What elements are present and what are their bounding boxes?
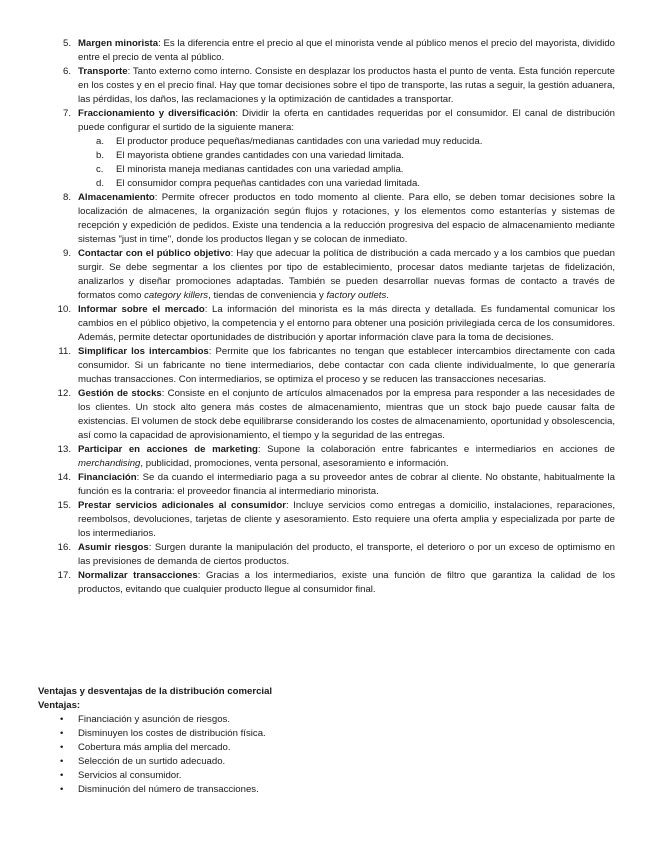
item-body [78,247,615,303]
bullet-text: Disminución del número de transacciones. [78,784,259,795]
bullet-item [38,741,618,755]
sub-list-item [78,163,615,177]
sub-item-text: El consumidor compra pequeñas cantidades con una variedad limitada. [116,178,420,189]
sub-item-text: El mayorista obtiene grandes cantidades con una variedad limitada. [116,150,404,161]
item-title: Contactar con el público objetivo [78,248,231,259]
advantages-section [38,685,618,797]
item-title: Informar sobre el mercado [78,304,205,315]
sub-list-item [78,149,615,163]
sub-item-letter: d. [96,178,105,189]
sub-item-letter: b. [96,150,105,161]
list-item [0,107,655,191]
list-item [0,443,655,471]
item-text: : Supone la colaboración entre fabricantes e intermediarios en acciones de [257,444,615,455]
item-text: : Consiste en el conjunto de artículos almacenados por la empresa para responder a las necesidades de los clientes. Un stock alto genera más costes de almacenamiento, mientras que un stock bajo puede causar falta de existencias. El volumen de stock debe equilibrarse considerando los costes de almacenamiento, oportunidad y obsolescencia, así como la capacidad de aprovisionamiento, el tiempo y la seguridad de las entregas. [78,388,615,441]
list-item [0,541,655,569]
item-text: , publicidad, promociones, venta personal, asesoramiento e información. [140,458,449,469]
bullet-text: Disminuyen los costes de distribución física. [78,728,266,739]
item-title: Asumir riesgos [78,542,149,553]
item-text: : Hay que adecuar la política de distribución a cada mercado y a los cambios que puedan surgir. Se debe segmentar a los clientes por tipo de establecimiento, procesar datos mediante tarjetas de fidelización, analizarlos y diseñar promociones adaptadas. También se pueden desarrollar nuevas formas de contacto a través de formatos como [78,248,615,301]
item-number: 5. [62,38,71,49]
bullet-icon: • [60,714,64,725]
item-number: 11. [58,346,71,357]
item-text: : Permite que los fabricantes no tengan que establecer intercambios directamente con cada consumidor. Si un fabricante no tiene intermediarios, debe contactar con cada cliente individualmente, lo que generaría muchas transacciones. Con intermediarios, se optimiza el proceso y se reducen las transacciones necesarias. [78,346,615,385]
sub-list-item [78,135,615,149]
sub-item-text: El minorista maneja medianas cantidades con una variedad amplia. [116,164,404,175]
item-title: Participar en acciones de marketing [78,444,258,455]
item-body [78,303,615,345]
item-text: : Permite ofrecer productos en todo momento al cliente. Para ello, se deben tomar decisiones sobre la localización de almacenes, la organización según flujos y rotaciones, y los elementos como estanterías y sistemas de recepción y expedición de pedidos. Existe una tendencia a la reducción progresiva del espacio de almacenamiento mediante sistemas "just in time", donde los productos llegan y se colocan de inmediato. [78,192,615,245]
list-item [0,471,655,499]
item-body [78,191,615,247]
item-text: , tiendas de conveniencia y [208,290,327,301]
item-number: 15. [57,500,71,511]
item-body [78,65,615,107]
item-number: 7. [62,108,71,119]
item-text: : Tanto externo como interno. Consiste en desplazar los productos hasta el punto de venta. Esta función repercute en los costes y en el precio final. Hay que tomar decisiones sobre el tipo de transporte, las rutas a seguir, la gestión aduanera, las pérdidas, los daños, las reclamaciones y la optimización de cantidades a transportar. [78,66,615,105]
list-item [0,499,655,541]
sub-item-letter: a. [96,136,105,147]
bullet-item [38,769,618,783]
item-title: Financiación [78,472,137,483]
item-number: 14. [57,472,71,483]
item-title: Margen minorista [78,38,159,49]
bullet-text: Selección de un surtido adecuado. [78,756,226,767]
item-body [78,471,615,499]
item-body [78,499,615,541]
sub-list-item [78,177,615,191]
item-number: 8. [62,192,71,203]
list-item [0,247,655,303]
item-number: 6. [62,66,71,77]
item-body [78,107,615,135]
item-text: : Surgen durante la manipulación del producto, el transporte, el deterioro o por un exceso de optimismo en las previsiones de demanda de ciertos productos. [78,542,615,567]
item-number: 10. [57,304,71,315]
item-number: 9. [62,248,71,259]
item-text-italic: category killers [144,290,209,301]
item-title: Transporte [78,66,128,77]
item-text: : Dividir la oferta en cantidades requeridas por el consumidor. El canal de distribución puede configurar el surtido de la siguiente manera: [78,108,615,133]
item-text: : Gracias a los intermediarios, existe una función de filtro que garantiza la calidad de los productos, evitando que cualquier producto llegue al consumidor final. [78,570,616,595]
item-title: Normalizar transacciones [78,570,198,581]
list-item [0,65,655,107]
item-text: : La información del minorista es la más directa y detallada. Es fundamental comunicar los cambios en el público objetivo, la competencia y el entorno para obtener una posición privilegiada cerca de los consumidores. Además, permite detectar oportunidades de distribución y aportar información clave para la toma de decisiones. [78,304,616,343]
bullet-icon: • [60,756,64,767]
item-title: Simplificar los intercambios [78,346,209,357]
sub-list [78,135,615,191]
list-item [0,191,655,247]
item-text: . [386,290,389,301]
item-text-italic: merchandising [78,458,141,469]
item-text-italic: factory outlets [326,290,387,301]
bullet-icon: • [60,728,64,739]
bullet-text: Cobertura más amplia del mercado. [78,742,231,753]
item-title: Fraccionamiento y diversificación [78,108,236,119]
item-body [78,345,615,387]
sub-item-text: El productor produce pequeñas/medianas cantidades con una variedad muy reducida. [116,136,483,147]
item-body [78,443,615,471]
section-subtitle: Ventajas: [38,700,81,711]
item-body [78,541,615,569]
bullet-item [38,713,618,727]
item-body [78,569,615,597]
bullet-icon: • [60,784,64,795]
bullet-text: Financiación y asunción de riesgos. [78,714,230,725]
list-item [0,303,655,345]
item-text: : Incluye servicios como entregas a domicilio, instalaciones, reparaciones, reembolsos, devoluciones, tarjetas de cliente y asesoramiento. Esto requiere una oferta amplia y especializada por parte de los intermediarios. [78,500,615,539]
item-number: 17. [57,570,71,581]
item-title: Almacenamiento [78,192,155,203]
item-body [78,37,615,65]
functions-list [0,37,655,597]
bullet-item [38,783,618,797]
bullet-item [38,755,618,769]
list-item [0,387,655,443]
item-text: : Es la diferencia entre el precio al que el minorista vende al público menos el precio del mayorista, dividido entre el precio de venta al público. [78,38,615,63]
bullet-text: Servicios al consumidor. [78,770,182,781]
list-item [0,345,655,387]
advantages-list [38,713,618,797]
sub-item-letter: c. [96,164,104,175]
item-number: 16. [57,542,71,553]
item-title: Gestión de stocks [78,388,162,399]
section-title: Ventajas y desventajas de la distribución comercial [38,686,273,697]
bullet-item [38,727,618,741]
item-number: 12. [57,388,71,399]
bullet-icon: • [60,770,64,781]
list-item [0,37,655,65]
bullet-icon: • [60,742,64,753]
item-text: : Se da cuando el intermediario paga a su proveedor antes de cobrar al cliente. No obstante, habitualmente la función es la contraria: el proveedor financia al intermediario minorista. [78,472,615,497]
list-item [0,569,655,597]
item-number: 13. [57,444,71,455]
item-title: Prestar servicios adicionales al consumidor [78,500,286,511]
item-body [78,387,615,443]
